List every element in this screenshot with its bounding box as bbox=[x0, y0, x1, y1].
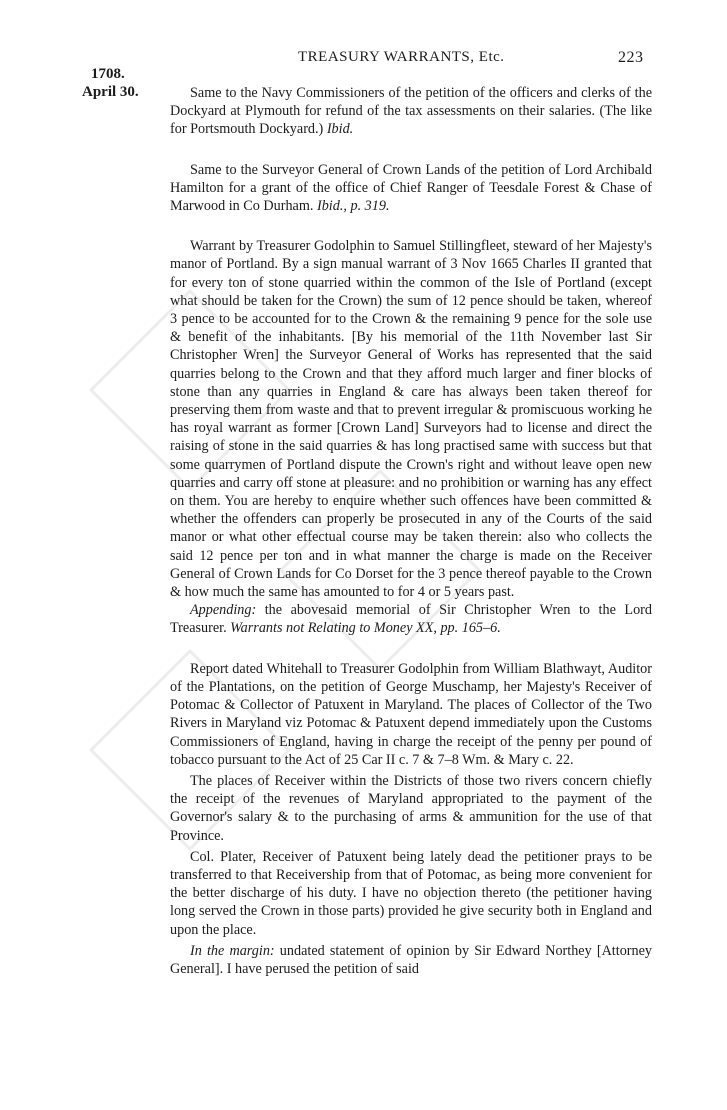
paragraph-col-plater: Col. Plater, Receiver of Patuxent being lately dead the petitioner prays to be transferred to that Receivership from that of Potomac, as being more convenient for the better discharge of his duty. I have no objection thereto (the petitioner having long served the Crown in those parts) provided he give security both in England and upon the place. bbox=[170, 848, 652, 938]
paragraph-surveyor-general: Same to the Surveyor General of Crown Lands of the petition of Lord Archibald Hamilton for a grant of the office of Chief Ranger of Teesdale Forest & Chase of Marwood in Co Durham. Ibid., p. 319. bbox=[170, 161, 652, 215]
document-body bbox=[170, 84, 652, 978]
paragraph-receiver-places: The places of Receiver within the Districts of those two rivers concern chiefly the receipt of the revenues of Maryland appropriated to the payment of the Governor's salary & to the purchasing of arms & ammunition for the use of that Province. bbox=[170, 772, 652, 844]
paragraph-appending: Appending: the abovesaid memorial of Sir Christopher Wren to the Lord Treasurer. Warrants not Relating to Money XX, pp. 165–6. bbox=[170, 602, 652, 637]
page-number: 223 bbox=[618, 49, 644, 66]
running-title: TREASURY WARRANTS, Etc. bbox=[298, 49, 505, 65]
paragraph-in-the-margin: In the margin: undated statement of opinion by Sir Edward Northey [Attorney General]. I have perused the petition of said bbox=[170, 942, 652, 977]
margin-date: April 30. bbox=[82, 84, 139, 100]
margin-year: 1708. bbox=[91, 66, 125, 82]
paragraph-blathwayt-report: Report dated Whitehall to Treasurer Godolphin from William Blathwayt, Auditor of the Plantations, on the petition of George Muschamp, her Majesty's Receiver of Potomac & Collector of Patuxent in Maryland. The places of Collector of the Two Rivers in Maryland viz Potomac & Patuxent depend immediately upon the Customs Commissioners of England, having in charge the receipt of the penny per pound of tobacco pursuant to the Act of 25 Car II c. 7 & 7–8 Wm. & Mary c. 22. bbox=[170, 660, 652, 768]
paragraph-portland-warrant: Warrant by Treasurer Godolphin to Samuel Stillingfleet, steward of her Majesty's manor of Portland. By a sign manual warrant of 3 Nov 1665 Charles II granted that for every ton of stone quarried within the common of the Isle of Portland (except what should be taken for the Crown) the sum of 12 pence should be taken, whereof 3 pence to be accounted for to the Crown & the remaining 9 pence for the sole use & benefit of the inhabitants. [By his memorial of the 11th November last Sir Christopher Wren] the Surveyor General of Works has represented that the said quarries belong to the Crown and that they afford much larger and finer blocks of stone than any quarries in England & care has always been taken thereof for preserving them from waste and that to prevent irregular & promiscuous working he has royal warrant as former [Crown Land] Surveyors had to license and direct the raising of stone in the said quarries & has long practised same with success but that some quarrymen of Portland dispute the Crown's right and without leave open new quarries and carry off stone at pleasure: and no prohibition or warning has any effect on them. You are hereby to enquire whether such offences have been committed & whether the offenders can properly be prosecuted in any of the Courts of the said manor or what other effectual course may be taken therein: also who collects the said 12 pence per ton and in what manner the charge is made on the Receiver General of Crown Lands for Co Dorset for the 3 pence thereof payable to the Crown & how much the same has amounted to for 4 or 5 years past. bbox=[170, 238, 652, 601]
paragraph-navy-commissioners: Same to the Navy Commissioners of the petition of the officers and clerks of the Dockyard at Plymouth for refund of the tax assessments on their salaries. (The like for Portsmouth Dockyard.) Ibid. bbox=[170, 85, 652, 138]
